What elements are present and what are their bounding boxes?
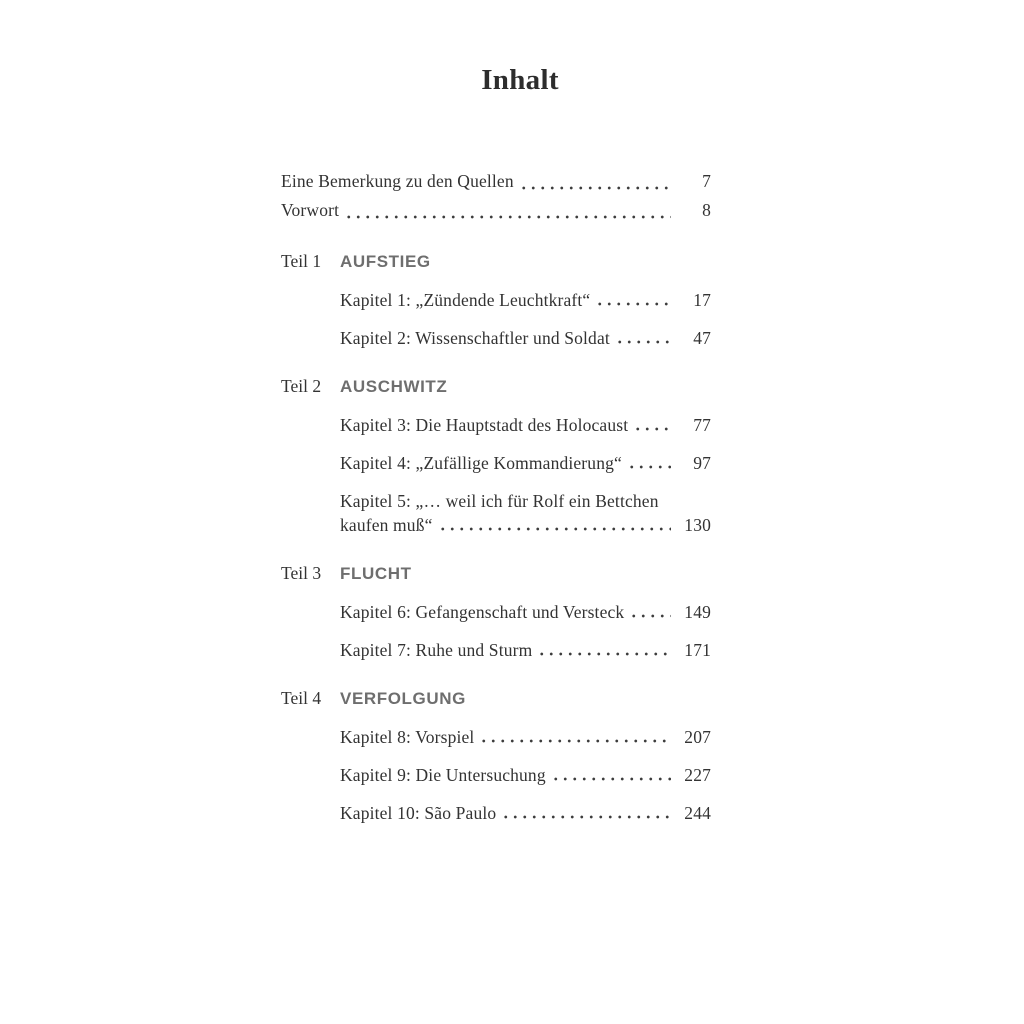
- page-number: 17: [693, 290, 711, 310]
- toc-entry: [340, 725, 711, 749]
- toc-entry: [340, 600, 711, 624]
- dot-leader: [537, 638, 671, 662]
- page-number: 207: [684, 727, 711, 747]
- toc-entry: [340, 638, 711, 662]
- part-heading: AUFSTIEG: [340, 252, 431, 271]
- toc-entry: [281, 196, 711, 225]
- toc-entry: [340, 326, 711, 350]
- page-number: 149: [684, 602, 711, 622]
- page-number: 77: [693, 415, 711, 435]
- toc-entry: [340, 413, 711, 437]
- section-entries: [340, 725, 711, 825]
- part-label: Teil 3: [281, 563, 322, 583]
- page-number: 7: [702, 171, 711, 191]
- toc-section-teil-1: [281, 249, 711, 350]
- page-number: 130: [684, 515, 711, 535]
- dot-leader: [615, 326, 671, 350]
- page-number: 227: [684, 765, 711, 785]
- toc-entry-label-line2: kaufen muß“: [340, 515, 433, 535]
- page-number: 8: [702, 200, 711, 220]
- part-heading: AUSCHWITZ: [340, 377, 448, 396]
- dot-leader: [344, 196, 671, 225]
- part-label: Teil 2: [281, 376, 322, 396]
- section-entries: [340, 413, 711, 537]
- dot-leader: [627, 451, 671, 475]
- dot-leader: [633, 413, 671, 437]
- section-entries: [340, 600, 711, 662]
- toc-section-teil-2: [281, 374, 711, 537]
- section-head: [281, 686, 711, 711]
- toc-entry-line2: [340, 513, 711, 537]
- toc-entry-label: Kapitel 4: „Zufällige Kommandierung“: [340, 453, 622, 473]
- toc-section-teil-4: [281, 686, 711, 825]
- part-label: Teil 1: [281, 251, 322, 271]
- dot-leader: [595, 288, 671, 312]
- dot-leader: [519, 167, 671, 196]
- front-matter: [281, 167, 711, 225]
- section-entries: [340, 288, 711, 350]
- section-head: [281, 374, 711, 399]
- page-number: 97: [693, 453, 711, 473]
- toc-entry-label: Kapitel 6: Gefangenschaft und Versteck: [340, 602, 625, 622]
- toc-entry: [340, 801, 711, 825]
- dot-leader: [629, 600, 671, 624]
- toc-entry: [340, 288, 711, 312]
- page-number: 244: [684, 803, 711, 823]
- toc-entry-label: Eine Bemerkung zu den Quellen: [281, 171, 514, 191]
- section-head: [281, 561, 711, 586]
- dot-leader: [551, 763, 671, 787]
- toc-entry: [340, 451, 711, 475]
- page-number: 47: [693, 328, 711, 348]
- toc-entry-label: Kapitel 8: Vorspiel: [340, 727, 475, 747]
- toc-entry-label-line1: Kapitel 5: „… weil ich für Rolf ein Bettchen: [340, 491, 659, 511]
- dot-leader: [479, 725, 671, 749]
- part-heading: FLUCHT: [340, 564, 412, 583]
- toc-entry: [340, 763, 711, 787]
- dot-leader: [501, 801, 671, 825]
- toc-entry-label: Kapitel 3: Die Hauptstadt des Holocaust: [340, 415, 629, 435]
- toc-entry-label: Kapitel 1: „Zündende Leuchtkraft“: [340, 290, 591, 310]
- toc-entry-label: Kapitel 9: Die Untersuchung: [340, 765, 546, 785]
- toc-entry: [281, 167, 711, 196]
- toc-entry-label: Kapitel 10: São Paulo: [340, 803, 497, 823]
- toc-page: [281, 0, 711, 839]
- toc-entry-label: Kapitel 7: Ruhe und Sturm: [340, 640, 533, 660]
- part-heading: VERFOLGUNG: [340, 689, 466, 708]
- page-number: 171: [684, 640, 711, 660]
- toc-section-teil-3: [281, 561, 711, 662]
- toc-entry-label: Vorwort: [281, 200, 340, 220]
- toc-entry-label: Kapitel 2: Wissenschaftler und Soldat: [340, 328, 610, 348]
- page-title: Inhalt: [481, 64, 559, 96]
- section-head: [281, 249, 711, 274]
- part-label: Teil 4: [281, 688, 322, 708]
- dot-leader: [438, 513, 671, 537]
- toc-entry: [340, 489, 711, 537]
